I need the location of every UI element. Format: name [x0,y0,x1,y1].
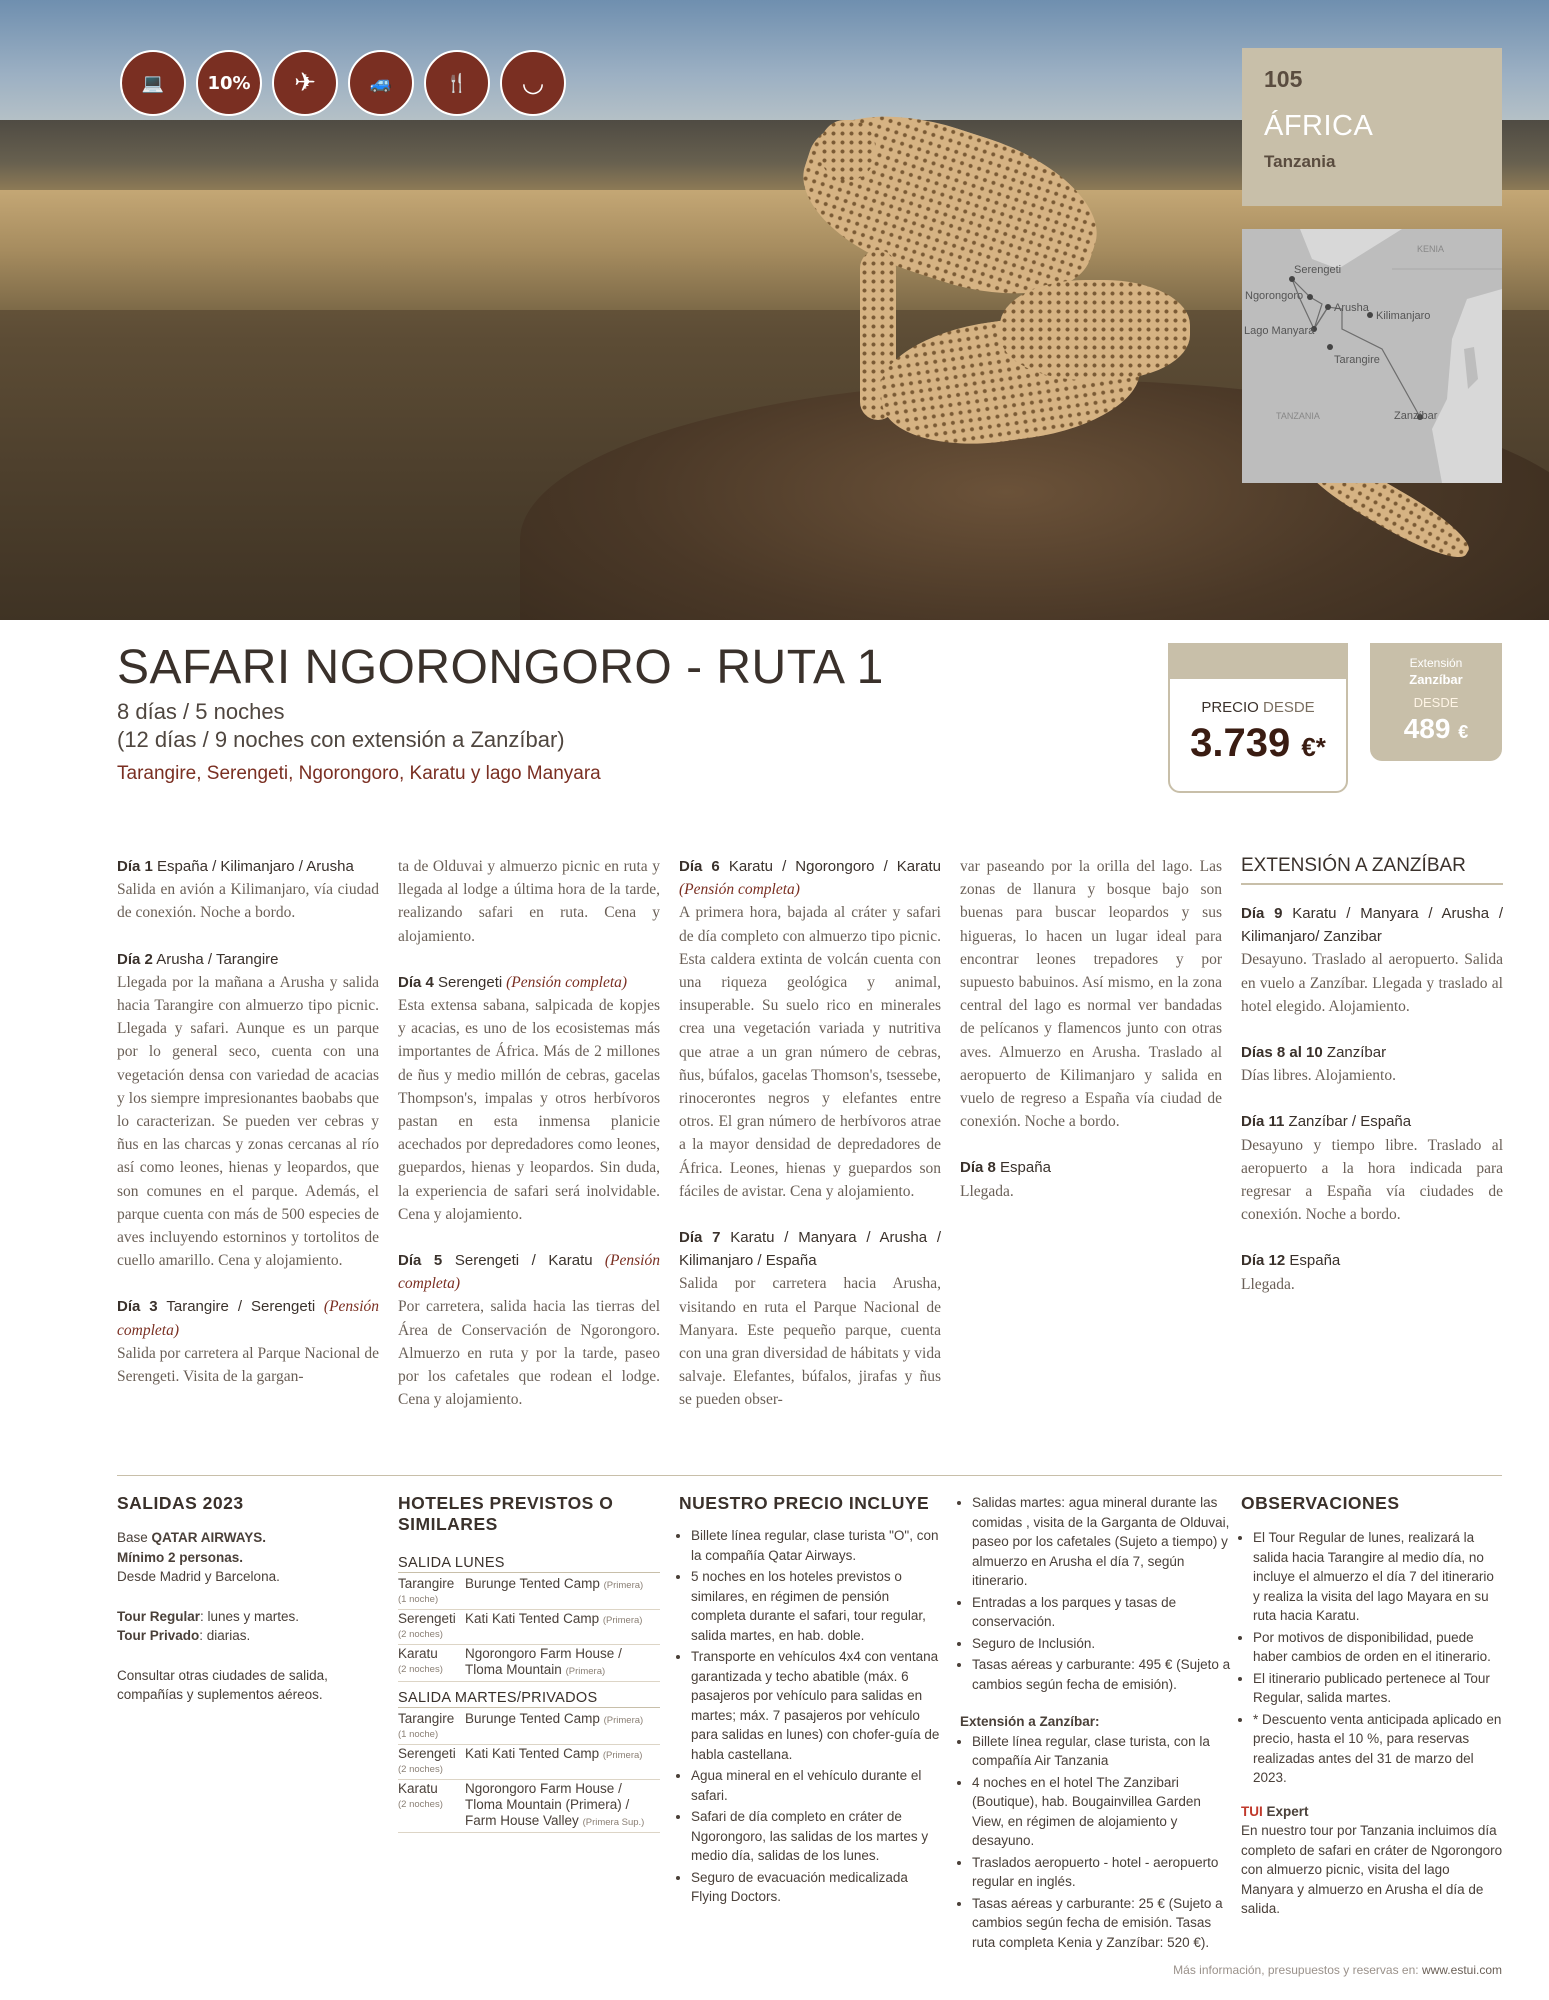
day-text: Días libres. Alojamiento. [1241,1067,1396,1085]
region-box [1242,48,1502,206]
hotel-city: Serengeti [398,1746,456,1761]
day-text: ta de Olduvai y almuerzo picnic en ruta y llegada al lodge a última hora de la tarde, realizando safari en ruta. Cena y alojamiento. [398,858,660,945]
hotel-row [398,1645,660,1682]
tui-smile-icon: ◡ [500,50,566,116]
day-heading [679,858,941,875]
hotel-category: (Primera) [602,1750,643,1761]
day-number: Día 6 [679,858,720,875]
list-item: • Tasas aéreas y carburante: 495 € (Sujeto a cambios según fecha de emisión). [972,1655,1232,1694]
day-route: Tarangire / Serengeti [166,1298,316,1316]
itinerary-day [679,855,941,1203]
itinerary-column-4 [960,855,1222,1226]
salidas-regular [117,1607,347,1627]
hotel-city-cell [398,1611,465,1643]
hotel-city-cell [398,1646,465,1680]
day-text: var paseando por la orilla del lago. Las zonas de llanura y bosque bajo son buenas para buscar leopardos y sus higueras, lo hacen un lugar ideal para encontrar leones trepadores y por supuesto babuinos. Así mismo, en la zona central del lago es normal ver bandadas de pelícanos y flamencos junto con otras aves. Almuerzo en Arusha. Traslado al aeropuerto de Kilimanjaro y salida en vuelo de regreso a España vía ciudad de conexión. Noche a bordo. [960,858,1222,1131]
day-number: Día 3 [117,1298,158,1316]
itinerary-column-3 [679,855,941,1435]
extension-name: Zanzíbar [1409,672,1463,687]
day-board: (Pensión completa) [117,1298,380,1339]
footer [1112,1963,1502,1977]
day-board: (Pensión completa) [506,973,628,991]
day-number: Día 8 [960,1159,996,1177]
hotel-name: Burunge Tented Camp [465,1576,600,1591]
price-value [1170,721,1346,766]
price-currency: €* [1301,732,1326,762]
day-route: Zanzíbar / España [1288,1113,1412,1131]
salidas-private-days: : diarias. [199,1628,251,1643]
hotel-name: Ngorongoro Farm House / Tloma Mountain [465,1646,622,1677]
incluye-heading: NUESTRO PRECIO INCLUYE [679,1493,930,1513]
tour-duration-extension: (12 días / 9 noches con extensión a Zanzíbar) [117,727,565,752]
hotel-city: Karatu [398,1781,438,1796]
day-route: Serengeti / Karatu [454,1252,593,1270]
hotel-name-cell [465,1611,660,1643]
list-item: • Por motivos de disponibilidad, puede haber cambios de orden en el itinerario. [1253,1628,1503,1667]
list-item: • Safari de día completo en cráter de Ngorongoro, las salidas de los martes y medio día, salidas de los lunes. [691,1807,944,1866]
itinerary-day [117,1295,379,1388]
list-item: • Billete línea regular, clase turista, con la compañía Air Tanzania [972,1732,1232,1771]
itinerary-day [398,1249,660,1411]
day-number: Día 2 [117,950,153,968]
list-item: • Transporte en vehículos 4x4 con ventana garantizada y techo abatible (máx. 6 pasajeros por vehículo para salidas en martes; máx. 7 pasajeros por vehículo para salidas en lunes) con chofer-guía de habla castellana. [691,1647,944,1764]
day-heading [960,1159,1051,1176]
observaciones-items [1241,1528,1503,1788]
observaciones-list [1241,1528,1503,1919]
day-route: Karatu / Manyara / Arusha / Kilimanjaro/ Zanzibar [1241,905,1503,946]
footer-url[interactable]: www.estui.com [1421,1963,1502,1977]
salidas-note: Consultar otras ciudades de salida, compañías y suplementos aéreos. [117,1667,328,1702]
tui-expert-text: En nuestro tour por Tanzania incluimos día completo de safari en cráter de Ngorongoro con almuerzo picnic, visita del lago Manyara y almuerzo en Arusha el día de salida. [1241,1823,1503,1916]
salidas-from: Desde Madrid y Barcelona. [117,1569,280,1584]
hotel-city-cell [398,1746,465,1778]
hotel-nights: (1 noche) [398,1729,439,1740]
list-item: • Entradas a los parques y tasas de conservación. [972,1593,1232,1632]
salidas-regular-label: Tour Regular [117,1608,201,1624]
day-heading [679,1229,941,1269]
laptop-icon: 💻 [120,50,186,116]
day-route: España [1000,1159,1051,1177]
map-label-kilimanjaro: Kilimanjaro [1376,310,1431,322]
map-label-zanzibar: Zanzíbar [1394,410,1438,422]
itinerary-day [117,948,379,1273]
continent-label: ÁFRICA [1264,110,1374,142]
salidas-regular-days: : lunes y martes. [200,1608,300,1624]
tour-title: SAFARI NGORONGORO - RUTA 1 [117,641,884,694]
section-divider [117,1475,1502,1476]
list-item: • 4 noches en el hotel The Zanzibari (Boutique), hab. Bougainvillea Garden View, en régimen de alojamiento y desayuno. [972,1773,1232,1851]
day-heading [1241,1113,1411,1130]
hotel-city: Karatu [398,1646,438,1661]
salidas-base [117,1528,347,1548]
jeep-icon: 🚙 [348,50,414,116]
day-text: Llegada. [960,1182,1014,1200]
day-heading [1241,905,1503,945]
hotel-row [398,1745,660,1780]
day-text: Desayuno. Traslado al aeropuerto. Salida en vuelo a Zanzíbar. Llegada y traslado al hotel elegido. Alojamiento. [1241,951,1503,1015]
salidas-heading: SALIDAS 2023 [117,1493,244,1513]
hotel-name-cell [465,1711,660,1743]
incluye-extension-heading: Extensión a Zanzíbar: [960,1714,1100,1729]
day-route: Karatu / Ngorongoro / Karatu [728,858,941,875]
hotel-nights: (2 noches) [398,1664,443,1675]
extension-price-currency: € [1458,722,1469,742]
itinerary-day [398,971,660,1226]
hotel-category: (Primera) [602,1615,643,1626]
map-label-ngorongoro: Ngorongoro [1245,290,1304,302]
hotel-nights: (2 noches) [398,1764,443,1775]
day-text: A primera hora, bajada al cráter y safari de día completo con almuerzo tipo picnic. Esta caldera extinta de volcán cuenta con una riqueza geológica y animal, insuperable. Su suelo rico en minerales crea una vegetación variada y nutritiva que atrae a un gran número de cebras, ñus, búfalos, gacelas Thomson's, tsessebe, rinocerontes negros y elefantes entre otros. El gran número de herbívoros atrae a la mayor densidad de depredadores de África. Leones, hienas y guepardos son fáciles de avistar. Cena y alojamiento. [679,904,941,1200]
incluye-list-a [679,1526,944,1909]
day-route: España / Kilimanjaro / Arusha [157,858,354,875]
day-number: Día 4 [398,973,434,991]
list-item: • Tasas aéreas y carburante: 25 € (Sujeto a cambios según fecha de emisión. Tasas ruta completa Kenia y Zanzíbar: 520 €). [972,1894,1232,1953]
list-item: • El Tour Regular de lunes, realizará la salida hacia Tarangire al medio día, no incluye el almuerzo el día 7 del itinerario y realiza la visita del lago Mayara en su ruta hacia Karatu. [1253,1528,1503,1626]
hotel-name: Burunge Tented Camp [465,1711,600,1726]
day-text: Desayuno y tiempo libre. Traslado al aeropuerto a la hora indicada para regresar a España vía ciudades de conexión. Noche a bordo. [1241,1136,1503,1224]
map-label-serengeti: Serengeti [1294,264,1342,276]
day-heading [117,858,354,875]
day-number: Día 12 [1241,1252,1286,1270]
salidas-private [117,1626,347,1646]
price-label-from: DESDE [1263,699,1315,716]
day-board: (Pensión completa) [398,1252,660,1293]
day-text: Salida por carretera hacia Arusha, visitando en ruta el Parque Nacional de Manyara. Este pequeño parque, cuenta con una gran diversidad de hábitats y vida salvaje. Elefantes, búfalos, jirafas y ñus se pueden obser- [679,1275,941,1409]
hotel-nights: (2 noches) [398,1629,443,1640]
day-number: Día 7 [679,1229,721,1247]
hotel-name: Kati Kati Tented Camp [465,1611,600,1626]
hotel-row [398,1575,660,1610]
hotel-nights: (1 noche) [398,1594,439,1605]
hotel-nights: (2 noches) [398,1799,443,1810]
day-text: Esta extensa sabana, salpicada de kopjes y acacias, es uno de los ecosistemas más importantes de África. Más de 2 millones de ñus y medio millón de cebras, gacelas Thompson's, impalas y otros herbívoros pastan en esta inmensa planicie acechados por depredadores como leones, guepardos, hienas y leopardos. Sin duda, la experiencia de safari será inolvidable. Cena y alojamiento. [398,997,660,1223]
incluye-list-b [960,1493,1232,1954]
hoteles-table [398,1555,660,1833]
hotel-row [398,1710,660,1745]
observaciones-heading: OBSERVACIONES [1241,1493,1400,1513]
day-text: Por carretera, salida hacia las tierras del Área de Conservación de Ngorongoro. Almuerzo en ruta y por la tarde, paseo por los cafetales que rodean el lodge. Cena y alojamiento. [398,1298,660,1409]
map-label-tarangire: Tarangire [1334,354,1380,366]
tour-duration: 8 días / 5 noches [117,699,285,724]
list-item: • Agua mineral en el vehículo durante el safari. [691,1766,944,1805]
day-route: España [1289,1252,1341,1270]
hotel-city-cell [398,1711,465,1743]
hotel-row [398,1610,660,1645]
list-item: • Traslados aeropuerto - hotel - aeropuerto regular en inglés. [972,1853,1232,1892]
extension-price-box [1370,643,1502,761]
day-route: Arusha / Tarangire [156,950,279,968]
hotel-row [398,1780,660,1833]
day-heading [398,974,502,991]
day-number: Día 9 [1241,905,1283,922]
incluye-items-a [679,1526,944,1907]
list-item: • Seguro de Inclusión. [972,1634,1232,1654]
hotel-city: Tarangire [398,1576,455,1591]
hotel-group-label: SALIDA MARTES/PRIVADOS [398,1690,660,1708]
salidas-airline: QATAR AIRWAYS. [151,1530,267,1545]
extension-price [1370,713,1502,745]
cheetah-resting [1000,280,1190,380]
day-heading [1241,1252,1340,1269]
itinerary-day [679,1226,941,1412]
salidas-base-prefix: Base [117,1530,148,1545]
price-label-text: PRECIO [1201,699,1259,716]
itinerary-day [960,855,1222,1133]
price-label [1170,699,1346,716]
extension-label: Extensión [1409,656,1463,670]
hotel-name-cell [465,1746,660,1778]
day-heading [117,1298,315,1315]
flight-insurance-icon: ✈ [272,50,338,116]
list-item: • 5 noches en los hoteles previstos o similares, en régimen de pensión completa durante el safari, tour regular, salida martes, en hab. doble. [691,1567,944,1645]
expert-label: Expert [1266,1803,1309,1819]
list-item: • El itinerario publicado pertenece al Tour Regular, salida martes. [1253,1669,1503,1708]
hotel-category: (Primera) [603,1715,644,1726]
hotel-city: Serengeti [398,1611,456,1626]
salidas-text [117,1528,347,1705]
salidas-private-label: Tour Privado [117,1628,200,1643]
tui-expert-heading [1241,1802,1503,1822]
hotel-name-cell [465,1576,660,1608]
day-route: Karatu / Manyara / Arusha / Kilimanjaro / España [679,1229,941,1270]
meals-icon: 🍴 [424,50,490,116]
day-text: Llegada. [1241,1275,1295,1293]
day-text: Salida en avión a Kilimanjaro, vía ciudad de conexión. Noche a bordo. [117,881,379,922]
hotel-group-label: SALIDA LUNES [398,1555,660,1573]
list-item: • Billete línea regular, clase turista "O", con la compañía Qatar Airways. [691,1526,944,1565]
itinerary-day [1241,902,1503,1018]
footer-prefix: Más información, presupuestos y reservas en: [1173,1963,1419,1977]
list-item: • Salidas martes: agua mineral durante las comidas , visita de la Garganta de Olduvai, paseo por los cafetales (Sujeto a tiempo) y almuerzo en Arusha el día 7, según itinerario. [972,1493,1232,1591]
hotel-category: (Primera) [565,1666,606,1677]
list-item: • Seguro de evacuación medicalizada Flying Doctors. [691,1868,944,1907]
hotel-city: Tarangire [398,1711,455,1726]
day-heading [1241,1044,1386,1061]
route-map-svg [1242,229,1502,483]
day-heading [117,951,279,968]
hotel-name-cell [465,1781,660,1831]
route-map [1242,229,1502,483]
day-number: Día 1 [117,858,153,875]
day-heading [398,1252,593,1269]
list-item: • * Descuento venta anticipada aplicado en precio, hasta el 10 %, para reservas realizadas antes del 31 de marzo del 2023. [1253,1710,1503,1788]
itinerary-day [960,1156,1222,1202]
day-text: Salida por carretera al Parque Nacional de Serengeti. Visita de la gargan- [117,1344,379,1386]
hotel-city-cell [398,1576,465,1608]
day-route: Zanzíbar [1326,1044,1387,1062]
extension-from: DESDE [1413,695,1459,710]
map-label-arusha: Arusha [1334,302,1369,314]
extension-price-amount: 489 [1403,713,1451,744]
tour-places: Tarangire, Serengeti, Ngorongoro, Karatu y lago Manyara [117,763,601,784]
hotel-name: Ngorongoro Farm House / Tloma Mountain (Primera) / Farm House Valley [465,1781,630,1828]
page-number: 105 [1264,66,1303,92]
day-board: (Pensión completa) [679,881,800,899]
itinerary-column-extension [1241,902,1503,1319]
day-route: Serengeti [438,973,503,991]
price-amount: 3.739 [1190,721,1291,765]
hotel-category: (Primera Sup.) [582,1817,645,1828]
salidas-min [117,1548,347,1568]
hotel-name-cell [465,1646,660,1680]
itinerary-day [1241,1041,1503,1087]
hotel-name: Kati Kati Tented Camp [465,1746,600,1761]
itinerary-column-2 [398,855,660,1434]
price-box [1168,643,1348,793]
hero-photo-cheetahs [0,0,1549,620]
map-label-tanzania: TANZANIA [1276,411,1320,421]
itinerary-column-1 [117,855,379,1411]
cheetah-standing-head [820,120,875,180]
itinerary-day [398,855,660,948]
day-number: Día 5 [398,1252,443,1270]
day-number: Día 11 [1241,1113,1285,1131]
itinerary-day [1241,1249,1503,1295]
itinerary-day [1241,1110,1503,1226]
hoteles-heading: HOTELES PREVISTOS O SIMILARES [398,1493,614,1534]
day-text: Llegada por la mañana a Arusha y salida hacia Tarangire con almuerzo tipo picnic. Llegada y safari. Aunque es un parque por lo general seco, cuenta con una vegetación densa con variedad de acacias y los siempre impresionantes baobabs que lo caracterizan. Se pueden ver cebras y ñus en las charcas y zonas cercanas al río así como leones, hienas y leopardos, que son comunes en el parque. Además, el parque cuenta con más de 500 especies de aves incluyendo estorninos y tortolitos de cuello amarillo. Cena y alojamiento. [117,973,379,1270]
tui-logo: TUI [1241,1803,1263,1819]
ten-percent-discount-icon: 10% [196,50,262,116]
hotel-category: (Primera) [603,1580,644,1591]
incluye-items-extension [960,1732,1232,1953]
price-box-bar [1170,645,1346,679]
itinerary-day [117,855,379,925]
map-label-kenia: KENIA [1417,244,1445,254]
extension-heading: EXTENSIÓN A ZANZÍBAR [1241,855,1503,885]
feature-icons [120,50,566,116]
hotel-city-cell [398,1781,465,1831]
map-label-lago-manyara: Lago Manyara [1244,325,1315,337]
country-label: Tanzania [1264,152,1336,171]
incluye-items-b [960,1493,1232,1694]
day-number: Días 8 al 10 [1241,1044,1323,1062]
salidas-min-text: Mínimo 2 personas. [117,1549,244,1565]
